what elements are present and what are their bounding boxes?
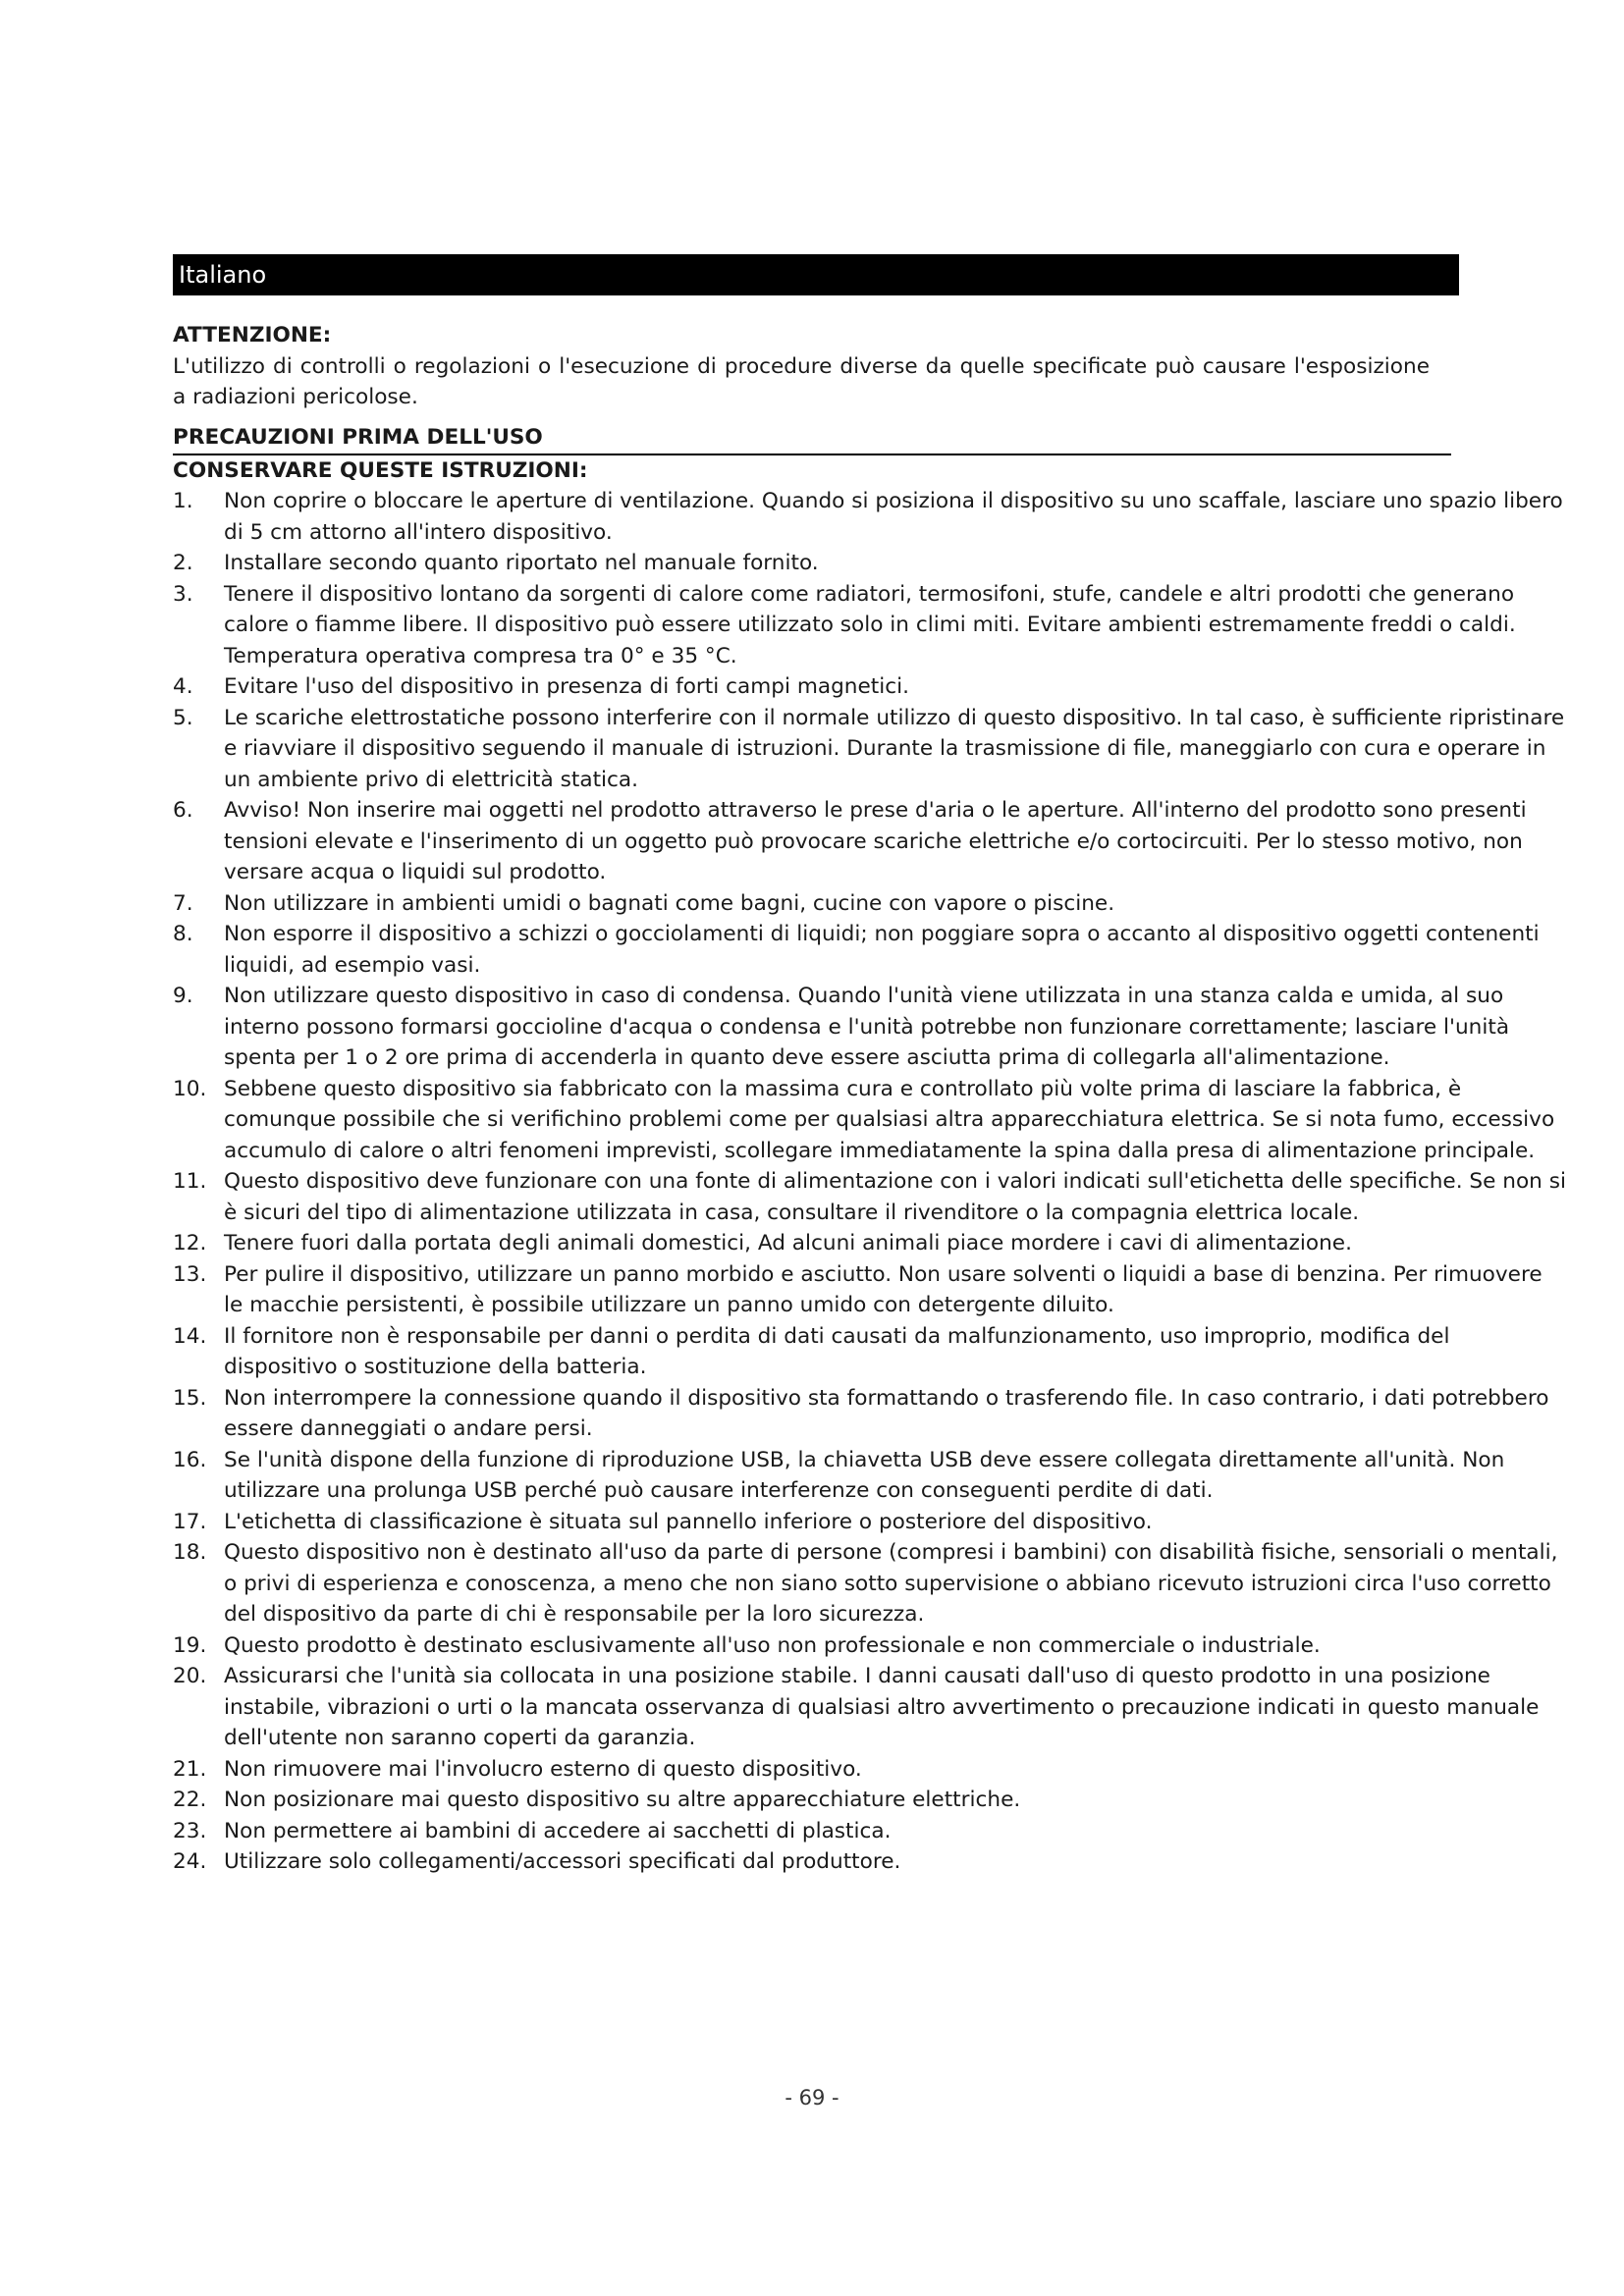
item-text: Questo dispositivo deve funzionare con una fonte di alimentazione con i valori indicati sull'etichetta delle specifiche. Se non si è sicuri del tipo di alimentazione utilizzata in casa, consultare il rivenditore o la compagnia elettrica locale. [224, 1169, 1566, 1225]
item-text: Se l'unità dispone della funzione di riproduzione USB, la chiavetta USB deve essere collegata direttamente all'unità. Non utilizzare una prolunga USB perché può causare interferenze con conseguenti perdite di dati. [224, 1447, 1505, 1503]
list-item [173, 1507, 1567, 1538]
item-number: 5. [173, 705, 193, 730]
item-number: 12. [173, 1231, 207, 1255]
list-item [173, 548, 1567, 579]
list-item [173, 1074, 1567, 1167]
item-text: Installare secondo quanto riportato nel manuale fornito. [224, 551, 819, 575]
item-number: 21. [173, 1756, 207, 1782]
item-number: 8. [173, 922, 193, 946]
item-number: 16. [173, 1447, 207, 1472]
precautions-list [173, 486, 1567, 1878]
list-item [173, 1754, 1567, 1786]
item-number: 22. [173, 1788, 207, 1812]
list-item [173, 919, 1567, 981]
item-text: Non utilizzare questo dispositivo in caso di condensa. Quando l'unità viene utilizzata in una stanza calda e umida, al suo interno possono formarsi goccioline d'acqua o condensa e l'unità potrebbe non funzionare correttamente; lasciare l'unità spenta per 1 o 2 ore prima di accenderla in quanto deve essere asciutta prima di collegarla all'alimentazione. [224, 984, 1510, 1070]
list-item [173, 1383, 1567, 1445]
item-text: Per pulire il dispositivo, utilizzare un panno morbido e asciutto. Non usare solventi o liquidi a base di benzina. Per rimuovere le macchie persistenti, è possibile utilizzare un panno umido con detergente diluito. [224, 1261, 1543, 1317]
warning-block [173, 320, 1567, 413]
warning-heading: ATTENZIONE: [173, 323, 332, 347]
item-number: 24. [173, 1849, 207, 1874]
warning-text: L'utilizzo di controlli o regolazioni o l'esecuzione di procedure diverse da quelle specificate può causare l'esposizione a radiazioni pericolose. [173, 353, 1430, 409]
list-item [173, 703, 1567, 796]
item-text: Non esporre il dispositivo a schizzi o gocciolamenti di liquidi; non poggiare sopra o accanto al dispositivo oggetti contenenti liquidi, ad esempio vasi. [224, 922, 1540, 978]
item-text: Il fornitore non è responsabile per danni o perdita di dati causati da malfunzionamento, uso improprio, modifica del dispositivo o sostituzione della batteria. [224, 1323, 1450, 1379]
list-item [173, 579, 1567, 672]
document-body [173, 320, 1567, 1878]
page-number: - 69 - [785, 2086, 839, 2109]
item-text: Avviso! Non inserire mai oggetti nel prodotto attraverso le prese d'aria o le aperture. All'interno del prodotto sono presenti tensioni elevate e l'inserimento di un oggetto può provocare scariche elettriche e/o cortocircuiti. Per lo stesso motivo, non versare acqua o liquidi sul prodotto. [224, 798, 1527, 884]
item-number: 3. [173, 581, 193, 607]
item-text: Tenere il dispositivo lontano da sorgenti di calore come radiatori, termosifoni, stufe, candele e altri prodotti che generano calore o fiamme libere. Il dispositivo può essere utilizzato solo in climi miti. Evitare ambienti estremamente freddi o caldi. Temperatura operativa compresa tra 0° e 35 °C. [224, 581, 1516, 668]
item-number: 9. [173, 984, 193, 1008]
item-number: 10. [173, 1076, 207, 1101]
list-item [173, 888, 1567, 920]
item-text: Non permettere ai bambini di accedere ai sacchetti di plastica. [224, 1818, 892, 1843]
item-text: Questo prodotto è destinato esclusivamente all'uso non professionale e non commerciale o industriale. [224, 1632, 1321, 1658]
list-item [173, 1445, 1567, 1507]
item-number: 1. [173, 489, 193, 513]
item-number: 13. [173, 1261, 207, 1287]
item-number: 19. [173, 1632, 207, 1658]
list-item [173, 1630, 1567, 1662]
item-text: Questo dispositivo non è destinato all'uso da parte di persone (compresi i bambini) con disabilità fisiche, sensoriali o mentali, o privi di esperienza e conoscenza, a meno che non siano sotto supervisione o abbiano ricevuto istruzioni circa l'uso corretto del dispositivo da parte di chi è responsabile per la loro sicurezza. [224, 1540, 1558, 1627]
item-number: 18. [173, 1540, 207, 1565]
item-number: 14. [173, 1323, 207, 1349]
item-text: Non interrompere la connessione quando il dispositivo sta formattando o trasferendo file. In caso contrario, i dati potrebbero essere danneggiati o andare persi. [224, 1385, 1549, 1441]
list-item [173, 1846, 1567, 1878]
item-text: Non posizionare mai questo dispositivo su altre apparecchiature elettriche. [224, 1788, 1021, 1812]
item-number: 15. [173, 1385, 207, 1411]
item-number: 20. [173, 1664, 207, 1688]
item-number: 6. [173, 798, 193, 823]
section-title: PRECAUZIONI PRIMA DELL'USO [173, 423, 1451, 455]
item-text: Tenere fuori dalla portata degli animali domestici, Ad alcuni animali piace mordere i cavi di alimentazione. [224, 1231, 1352, 1255]
list-item [173, 981, 1567, 1074]
item-text: Non utilizzare in ambienti umidi o bagnati come bagni, cucine con vapore o piscine. [224, 890, 1115, 916]
item-text: L'etichetta di classificazione è situata sul pannello inferiore o posteriore del dispositivo. [224, 1509, 1153, 1534]
item-text: Non coprire o bloccare le aperture di ventilazione. Quando si posiziona il dispositivo su uno scaffale, lasciare uno spazio libero di 5 cm attorno all'intero dispositivo. [224, 489, 1563, 545]
subsection-title: CONSERVARE QUESTE ISTRUZIONI: [173, 457, 588, 483]
item-number: 4. [173, 674, 193, 699]
item-text: Assicurarsi che l'unità sia collocata in una posizione stabile. I danni causati dall'uso di questo prodotto in una posizione instabile, vibrazioni o urti o la mancata osservanza di qualsiasi altro avvertimento o precauzione indicati in questo manuale dell'utente non saranno coperti da garanzia. [224, 1664, 1540, 1750]
list-item [173, 1816, 1567, 1847]
list-item [173, 1321, 1567, 1383]
list-item [173, 1785, 1567, 1816]
list-item [173, 1259, 1567, 1321]
item-text: Le scariche elettrostatiche possono interferire con il normale utilizzo di questo dispositivo. In tal caso, è sufficiente ripristinare e riavviare il dispositivo seguendo il manuale di istruzioni. Durante la trasmissione di file, maneggiarlo con cura e operare in un ambiente privo di elettricità statica. [224, 705, 1565, 792]
item-text: Utilizzare solo collegamenti/accessori specificati dal produttore. [224, 1849, 901, 1874]
list-item [173, 795, 1567, 888]
list-item [173, 1537, 1567, 1630]
list-item [173, 486, 1567, 548]
list-item [173, 671, 1567, 703]
item-number: 7. [173, 890, 193, 916]
list-item [173, 1166, 1567, 1228]
language-header-bar [173, 254, 1459, 295]
item-number: 17. [173, 1509, 207, 1534]
list-item [173, 1228, 1567, 1259]
item-text: Evitare l'uso del dispositivo in presenza di forti campi magnetici. [224, 674, 909, 699]
item-text: Sebbene questo dispositivo sia fabbricato con la massima cura e controllato più volte prima di lasciare la fabbrica, è comunque possibile che si verifichino problemi come per qualsiasi altra apparecchiatura elettrica. Se si nota fumo, eccessivo accumulo di calore o altri fenomeni imprevisti, scollegare immediatamente la spina dalla presa di alimentazione principale. [224, 1076, 1555, 1163]
list-item [173, 1661, 1567, 1754]
item-number: 23. [173, 1818, 207, 1843]
item-number: 11. [173, 1169, 207, 1194]
item-number: 2. [173, 551, 193, 575]
item-text: Non rimuovere mai l'involucro esterno di questo dispositivo. [224, 1756, 862, 1782]
language-label: Italiano [179, 261, 267, 289]
